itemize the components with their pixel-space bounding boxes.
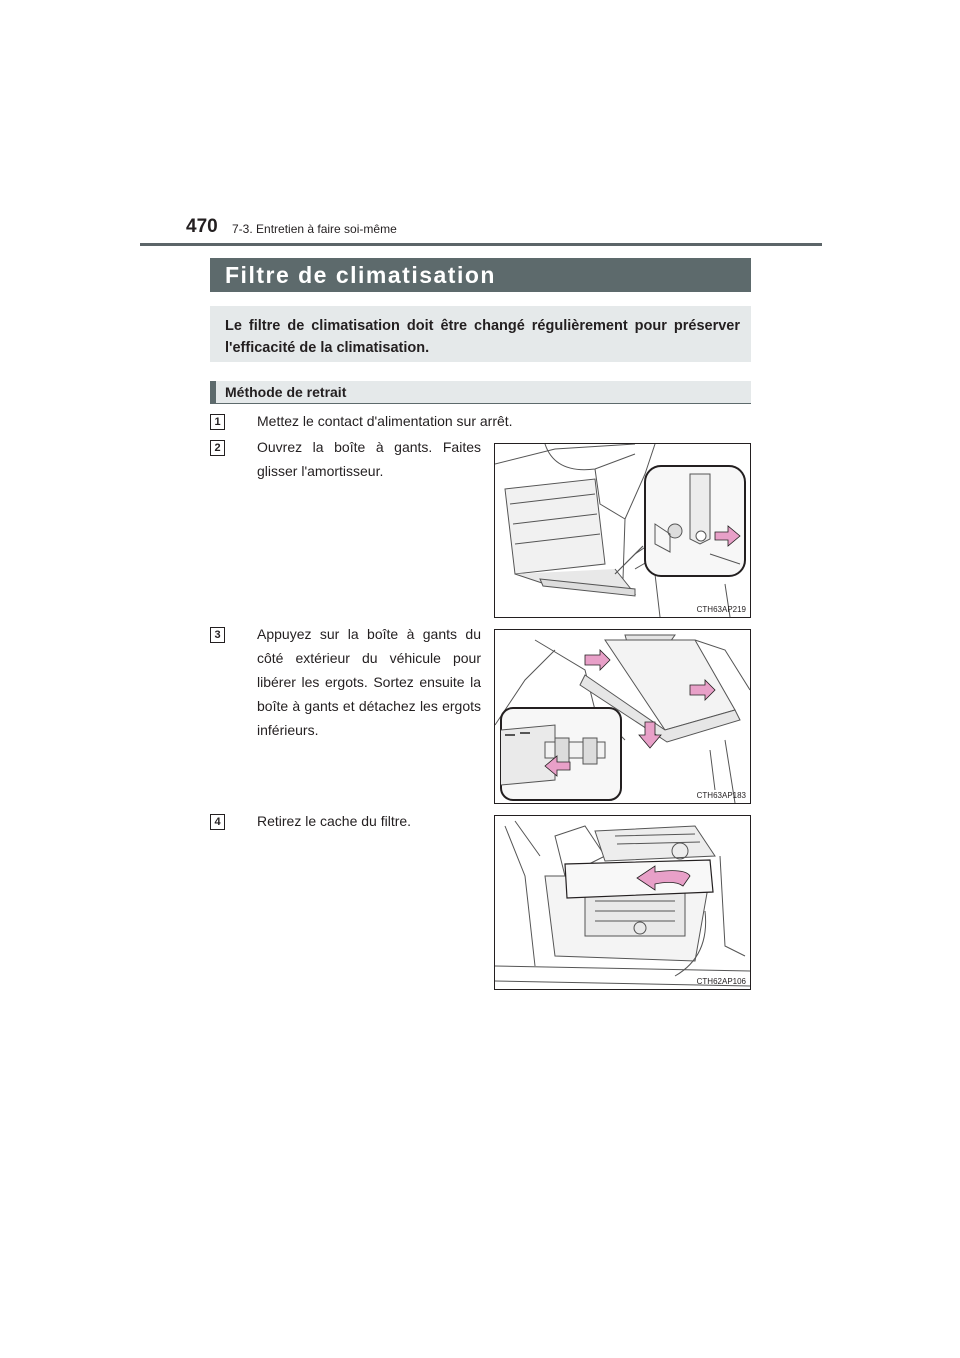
step-number-2: 2 (210, 440, 225, 456)
step-number-3: 3 (210, 627, 225, 643)
section-heading-bar (210, 381, 751, 403)
page-title: Filtre de climatisation (225, 262, 496, 288)
figure-code: CTH63AP219 (696, 605, 746, 614)
section-heading: Méthode de retrait (225, 384, 347, 400)
section-heading-marker (210, 381, 216, 403)
step-text-2: Ouvrez la boîte à gants. Faites glisser l'amortisseur. (257, 439, 481, 479)
figure-glove-box-damper (494, 443, 751, 618)
section-rule (210, 403, 751, 404)
title-bar (210, 258, 751, 292)
figure-glove-box-removal (494, 629, 751, 804)
header-rule (140, 243, 822, 246)
glove-box-removal-illustration (495, 630, 750, 803)
filter-cover-illustration (495, 816, 750, 989)
figure-code: CTH63AP183 (696, 791, 746, 800)
figure-code: CTH62AP106 (696, 977, 746, 986)
step-number-4: 4 (210, 814, 225, 830)
step-text-4: Retirez le cache du filtre. (257, 813, 412, 829)
glove-box-damper-illustration (495, 444, 750, 617)
running-header: 7-3. Entretien à faire soi-même (232, 222, 397, 236)
figure-filter-cover (494, 815, 751, 990)
page-number: 470 (186, 216, 218, 237)
step-text-1: Mettez le contact d'alimentation sur arrêt. (257, 413, 513, 429)
intro-box (210, 306, 751, 362)
intro-text: Le filtre de climatisation doit être changé régulièrement pour préserver l'efficacité de la climatisation. (225, 318, 740, 356)
push-arrow-icon (585, 650, 610, 670)
step-number-1: 1 (210, 414, 225, 430)
step-text-3: Appuyez sur la boîte à gants du côté extérieur du véhicule pour libérer les ergots. Sortez ensuite la boîte à gants et détachez les ergots inférieurs. (257, 626, 481, 738)
